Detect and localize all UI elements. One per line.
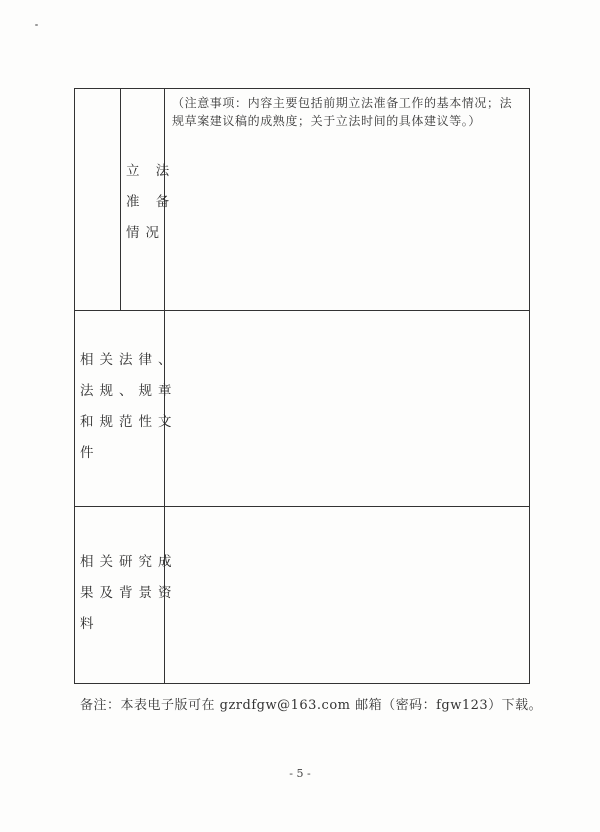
prep-label-line: 情况 — [126, 225, 165, 241]
laws-label-line: 法规、规章 — [80, 383, 178, 399]
research-label — [80, 547, 178, 640]
row-divider-2 — [74, 506, 530, 507]
prep-note: （注意事项：内容主要包括前期立法准备工作的基本情况；法规草案建议稿的成熟度；关于立法时间的具体建议等。） — [172, 96, 513, 128]
laws-label-line: 和规范性文 — [80, 414, 178, 430]
research-label-line: 料 — [80, 616, 100, 632]
research-label-line: 果及背景资 — [80, 585, 178, 601]
laws-label-line: 件 — [80, 445, 100, 461]
scan-speck — [35, 24, 38, 26]
row-divider-1 — [74, 310, 530, 311]
research-label-line: 相关研究成 — [80, 554, 178, 570]
page-number: - 5 - — [289, 767, 311, 780]
laws-label — [80, 345, 178, 469]
research-content-area[interactable] — [166, 508, 528, 682]
laws-label-line: 相关法律、 — [80, 352, 178, 368]
laws-content-area[interactable] — [166, 312, 528, 504]
prep-label-line: 准 备 — [126, 194, 176, 210]
footnote: 备注：本表电子版可在 gzrdfgw@163.com 邮箱（密码：fgw123）下载。 — [80, 698, 543, 713]
prep-subcolumn-divider — [120, 88, 121, 310]
prep-content-area[interactable] — [166, 125, 528, 308]
prep-label-line: 立 法 — [126, 163, 176, 179]
